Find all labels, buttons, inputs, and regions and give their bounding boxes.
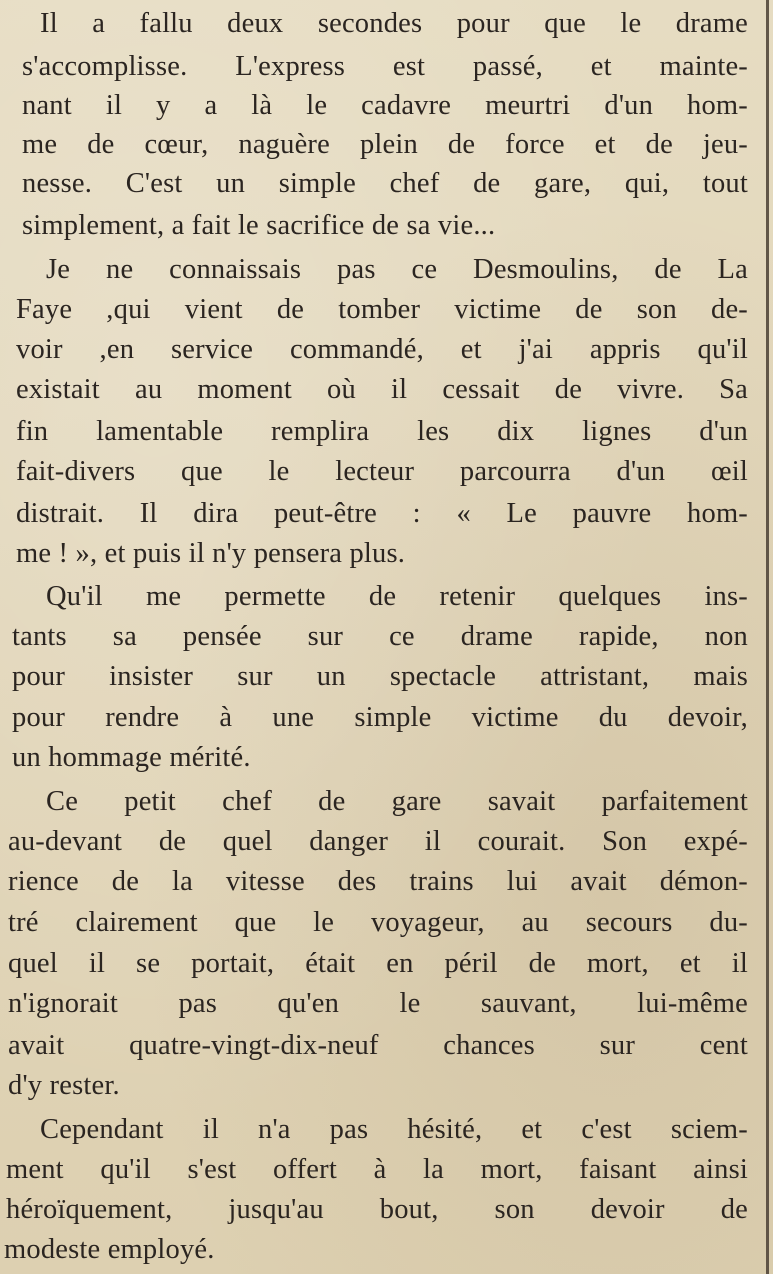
text-line: héroïquement, jusqu'au bout, son devoir de [6, 1194, 748, 1225]
text-line: rience de la vitesse des trains lui avait démon- [8, 866, 748, 897]
text-line: s'accomplisse. L'express est passé, et mainte- [22, 51, 748, 82]
column-rule [766, 0, 769, 1274]
text-line: existait au moment où il cessait de vivre. Sa [16, 374, 748, 405]
text-line: Il a fallu deux secondes pour que le drame [40, 8, 748, 39]
text-line: n'ignorait pas qu'en le sauvant, lui-même [8, 988, 748, 1019]
text-line: Je ne connaissais pas ce Desmoulins, de La [46, 254, 748, 285]
text-line: Faye ,qui vient de tomber victime de son de- [16, 294, 748, 325]
text-line: Qu'il me permette de retenir quelques ins- [46, 581, 748, 612]
text-line: simplement, a fait le sacrifice de sa vie... [22, 210, 496, 241]
text-line: tré clairement que le voyageur, au secours du- [8, 907, 748, 938]
text-line: nesse. C'est un simple chef de gare, qui, tout [22, 168, 748, 199]
text-line: Ce petit chef de gare savait parfaitement [46, 786, 748, 817]
text-line: au-devant de quel danger il courait. Son expé- [8, 826, 748, 857]
text-line: pour insister sur un spectacle attristant, mais [12, 661, 748, 692]
text-line: me ! », et puis il n'y pensera plus. [16, 538, 406, 569]
text-line: me de cœur, naguère plein de force et de jeu- [22, 129, 748, 160]
text-line: d'y rester. [8, 1070, 120, 1101]
text-line: distrait. Il dira peut-être : « Le pauvre hom- [16, 498, 748, 529]
text-line: tants sa pensée sur ce drame rapide, non [12, 621, 748, 652]
text-line: nant il y a là le cadavre meurtri d'un hom- [22, 90, 748, 121]
text-line: fin lamentable remplira les dix lignes d'un [16, 416, 748, 447]
text-line: un hommage mérité. [12, 742, 251, 773]
text-line: quel il se portait, était en péril de mort, et il [8, 948, 748, 979]
text-line: modeste employé. [4, 1234, 215, 1265]
text-line: ment qu'il s'est offert à la mort, faisant ainsi [6, 1154, 748, 1185]
text-line: Cependant il n'a pas hésité, et c'est sciem- [40, 1114, 748, 1145]
text-line: fait-divers que le lecteur parcourra d'un œil [16, 456, 748, 487]
text-line: voir ,en service commandé, et j'ai appris qu'il [16, 334, 748, 365]
text-line: pour rendre à une simple victime du devoir, [12, 702, 748, 733]
text-line: avait quatre-vingt-dix-neuf chances sur cent [8, 1030, 748, 1061]
